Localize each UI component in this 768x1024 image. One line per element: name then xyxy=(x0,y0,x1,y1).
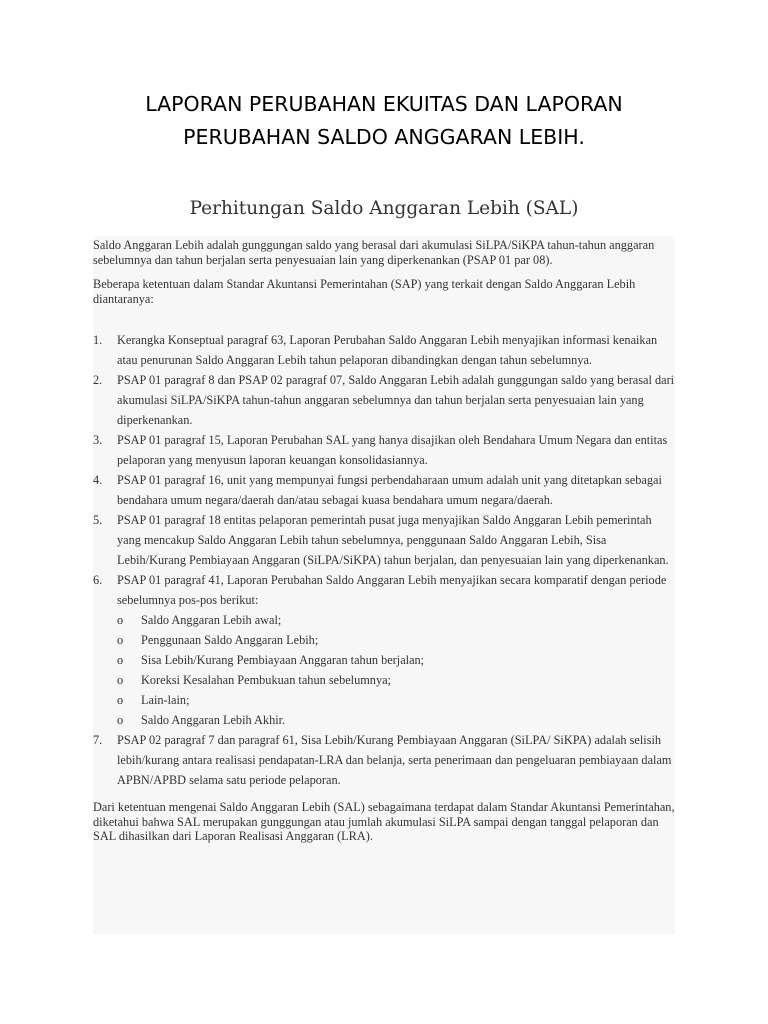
sub-list-item-text: Sisa Lebih/Kurang Pembiayaan Anggaran tahun berjalan; xyxy=(141,653,425,667)
list-item-number: 4. xyxy=(93,473,103,487)
list-item-text: Kerangka Konseptual paragraf 63, Laporan Perubahan Saldo Anggaran Lebih menyajikan informasi kenaikan atau penurunan Saldo Anggaran Lebih tahun pelaporan dibandingkan dengan tahun sebelumnya. xyxy=(117,333,658,367)
lead-paragraph: Beberapa ketentuan dalam Standar Akuntansi Pemerintahan (SAP) yang terkait dengan Saldo Anggaran Lebih diantaranya: xyxy=(93,277,636,306)
list-item xyxy=(93,570,675,730)
list-item-number: 2. xyxy=(93,373,103,387)
list-item xyxy=(93,470,675,510)
sub-list-item-text: Penggunaan Saldo Anggaran Lebih; xyxy=(141,633,319,647)
list-item-text: PSAP 02 paragraf 7 dan paragraf 61, Sisa Lebih/Kurang Pembiayaan Anggaran (SiLPA/ SiKPA) adalah selisih lebih/kurang antara realisasi pendapatan-LRA dan belanja, serta penerimaan dan pengeluaran pembiayaan dalam APBN/APBD selama satu periode pelaporan. xyxy=(117,733,672,787)
list-item-number: 6. xyxy=(93,573,103,587)
list-item-text: PSAP 01 paragraf 8 dan PSAP 02 paragraf 07, Saldo Anggaran Lebih adalah gunggungan saldo yang berasal dari akumulasi SiLPA/SiKPA tahun-tahun anggaran sebelumnya dan tahun berjalan serta penyesuaian lain yang diperkenankan. xyxy=(117,373,675,427)
sub-list xyxy=(117,610,675,730)
sub-list-item xyxy=(117,650,675,670)
sub-list-item xyxy=(117,710,675,730)
sub-list-item-text: Saldo Anggaran Lebih awal; xyxy=(141,613,282,627)
list-item xyxy=(93,330,675,370)
section-heading: Perhitungan Saldo Anggaran Lebih (SAL) xyxy=(189,198,579,219)
list-item-number: 5. xyxy=(93,513,103,527)
list-item-text: PSAP 01 paragraf 41, Laporan Perubahan Saldo Anggaran Lebih menyajikan secara komparatif dengan periode sebelumnya pos-pos berikut: xyxy=(117,573,667,607)
bullet-icon: o xyxy=(117,693,124,707)
list-item xyxy=(93,430,675,470)
list-item xyxy=(93,730,675,790)
list-item xyxy=(93,370,675,430)
bullet-icon: o xyxy=(117,713,124,727)
bullet-icon: o xyxy=(117,633,124,647)
page-title xyxy=(0,88,768,154)
bullet-icon: o xyxy=(117,653,124,667)
provisions-list xyxy=(93,330,675,790)
list-item xyxy=(93,510,675,570)
list-item-number: 1. xyxy=(93,333,103,347)
sub-list-item xyxy=(117,690,675,710)
sub-list-item xyxy=(117,610,675,630)
list-item-text: PSAP 01 paragraf 15, Laporan Perubahan SAL yang hanya disajikan oleh Bendahara Umum Negara dan entitas pelaporan yang menyusun laporan keuangan konsolidasiannya. xyxy=(117,433,668,467)
intro-paragraph: Saldo Anggaran Lebih adalah gunggungan saldo yang berasal dari akumulasi SiLPA/SiKPA tahun-tahun anggaran sebelumnya dan tahun berjalan serta penyesuaian lain yang diperkenankan (PSAP 01 par 08). xyxy=(93,238,655,267)
bullet-icon: o xyxy=(117,673,124,687)
sub-list-item xyxy=(117,670,675,690)
closing-paragraph: Dari ketentuan mengenai Saldo Anggaran Lebih (SAL) sebagaimana terdapat dalam Standar Akuntansi Pemerintahan, diketahui bahwa SAL merupakan gunggungan atau jumlah akumulasi SiLPA sampai dengan tanggal pelaporan dan SAL dihasilkan dari Laporan Realisasi Anggaran (LRA). xyxy=(93,800,675,843)
page-title-line-2: PERUBAHAN SALDO ANGGARAN LEBIH. xyxy=(183,125,585,149)
document-body xyxy=(93,236,675,934)
sub-list-item-text: Saldo Anggaran Lebih Akhir. xyxy=(141,713,286,727)
sub-list-item-text: Koreksi Kesalahan Pembukuan tahun sebelumnya; xyxy=(141,673,391,687)
list-item-number: 7. xyxy=(93,733,103,747)
list-item-number: 3. xyxy=(93,433,103,447)
page-title-line-1: LAPORAN PERUBAHAN EKUITAS DAN LAPORAN xyxy=(145,92,623,116)
list-item-text: PSAP 01 paragraf 18 entitas pelaporan pemerintah pusat juga menyajikan Saldo Anggaran Lebih pemerintah yang mencakup Saldo Anggaran Lebih tahun sebelumnya, penggunaan Saldo Anggaran Lebih, Sisa Lebih/Kurang Pembiayaan Anggaran (SiLPA/SiKPA) tahun berjalan, dan penyesuaian lain yang diperkenankan. xyxy=(117,513,669,567)
sub-list-item xyxy=(117,630,675,650)
bullet-icon: o xyxy=(117,613,124,627)
list-item-text: PSAP 01 paragraf 16, unit yang mempunyai fungsi perbendaharaan umum adalah unit yang ditetapkan sebagai bendahara umum negara/daerah dan/atau sebagai kuasa bendahara umum negara/daerah. xyxy=(117,473,662,507)
sub-list-item-text: Lain-lain; xyxy=(141,693,190,707)
